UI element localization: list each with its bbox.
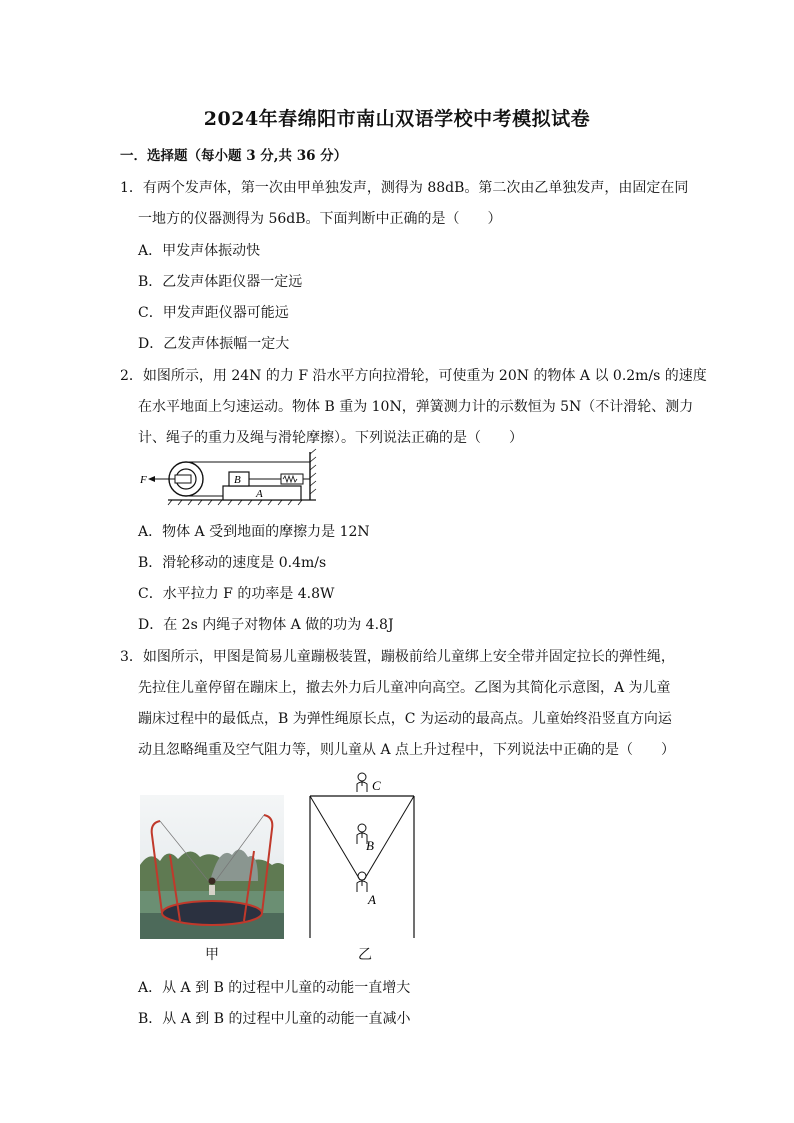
caption-right: 乙 bbox=[358, 947, 372, 963]
q3-line-4: 动且忽略绳重及空气阻力等，则儿童从 A 点上升过程中，下列说法中正确的是（ ） bbox=[138, 742, 676, 758]
child-position-c bbox=[357, 773, 367, 792]
q2-option-c: C．水平拉力 F 的功率是 4.8W bbox=[138, 586, 335, 602]
q3-line-2: 先拉住儿童停留在蹦床上，撤去外力后儿童冲向高空。乙图为其简化示意图，A 为儿童 bbox=[138, 680, 671, 696]
q2-line-1: 2．如图所示，用 24N 的力 F 沿水平方向拉滑轮，可使重为 20N 的物体 A 以 0.2m/s 的速度 bbox=[120, 368, 707, 384]
q2-option-d: D．在 2s 内绳子对物体 A 做的功为 4.8J bbox=[138, 617, 394, 633]
q2-line-3: 计、绳子的重力及绳与滑轮摩擦）。下列说法正确的是（ ） bbox=[138, 430, 523, 446]
label-a: A bbox=[368, 892, 376, 907]
caption-left: 甲 bbox=[205, 947, 219, 963]
label-b: B bbox=[366, 838, 374, 853]
block-a-label: A bbox=[256, 488, 263, 500]
bungee-photo bbox=[140, 795, 284, 939]
q3-line-3: 蹦床过程中的最低点，B 为弹性绳原长点，C 为运动的最高点。儿童始终沿竖直方向运 bbox=[138, 711, 672, 727]
force-label: F bbox=[140, 474, 147, 486]
q3-option-b: B．从 A 到 B 的过程中儿童的动能一直减小 bbox=[138, 1011, 411, 1027]
q1-line-2: 一地方的仪器测得为 56dB。下面判断中正确的是（ ） bbox=[138, 211, 502, 227]
q1-option-d: D．乙发声体振幅一定大 bbox=[138, 336, 290, 352]
q2-line-2: 在水平地面上匀速运动。物体 B 重为 10N，弹簧测力计的示数恒为 5N（不计滑轮、测力 bbox=[138, 399, 694, 415]
q1-option-a: A．甲发声体振动快 bbox=[138, 243, 261, 259]
child-position-a bbox=[357, 872, 367, 892]
block-b-label: B bbox=[234, 474, 241, 486]
page-title: 2024年春绵阳市南山双语学校中考模拟试卷 bbox=[203, 108, 591, 130]
bungee-schematic bbox=[306, 770, 418, 942]
q1-option-c: C．甲发声距仪器可能远 bbox=[138, 305, 289, 321]
pulley-diagram bbox=[138, 448, 323, 508]
label-c: C bbox=[372, 778, 381, 793]
q1-option-b: B．乙发声体距仪器一定远 bbox=[138, 274, 303, 290]
q3-line-1: 3．如图所示，甲图是简易儿童蹦极装置，蹦极前给儿童绑上安全带并固定拉长的弹性绳， bbox=[120, 649, 675, 665]
q2-option-a: A．物体 A 受到地面的摩擦力是 12N bbox=[138, 524, 370, 540]
section-heading: 一．选择题（每小题 3 分,共 36 分） bbox=[120, 148, 348, 164]
q3-option-a: A．从 A 到 B 的过程中儿童的动能一直增大 bbox=[138, 980, 411, 996]
q2-option-b: B．滑轮移动的速度是 0.4m/s bbox=[138, 555, 327, 571]
q1-line-1: 1．有两个发声体，第一次由甲单独发声，测得为 88dB。第二次由乙单独发声，由固定在同 bbox=[120, 180, 689, 196]
